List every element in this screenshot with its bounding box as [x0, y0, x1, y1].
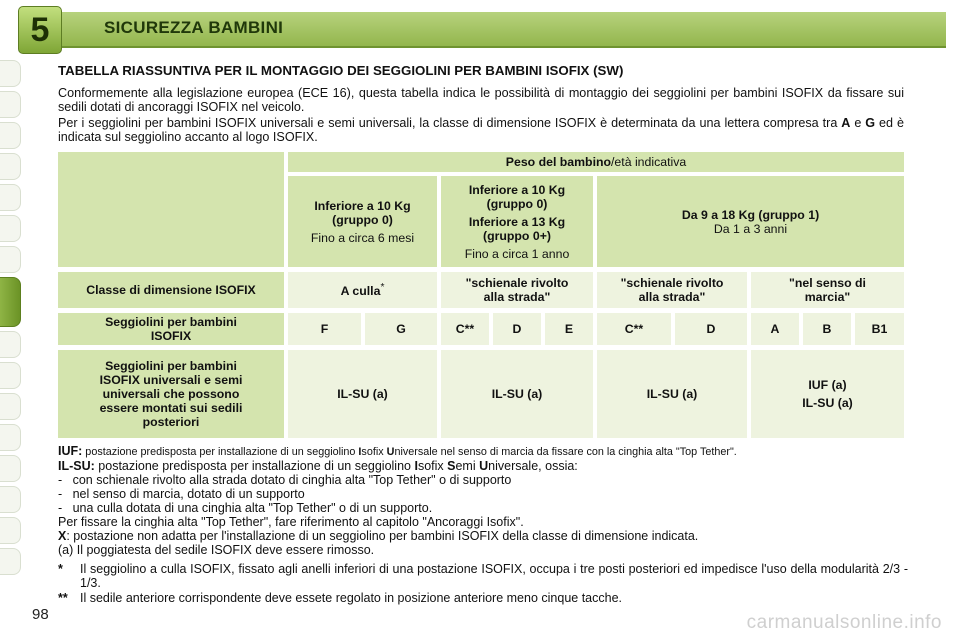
intro-paragraph-size-class: Per i seggiolini per bambini ISOFIX universali e semi universali, la classe di dimensione ISOFIX è determinata da una lettera compresa tra A e G ed è indicata sul seggiolino accanto al logo ISOFIX.	[58, 116, 904, 144]
chapter-number-badge: 5	[18, 6, 62, 54]
page-number: 98	[32, 606, 49, 623]
chapter-tab[interactable]	[0, 215, 21, 242]
chapter-tab[interactable]	[0, 424, 21, 451]
table-cell: F	[288, 313, 361, 345]
chapter-tab[interactable]	[0, 455, 21, 482]
table-cell: G	[365, 313, 437, 345]
chapter-tab[interactable]	[0, 393, 21, 420]
table-cell: D	[493, 313, 541, 345]
table-cell: IL-SU (a)	[597, 350, 747, 438]
table-cell: "schienale rivolto alla strada"	[597, 272, 747, 308]
chapter-tab[interactable]	[0, 184, 21, 211]
chapter-tab[interactable]	[0, 153, 21, 180]
chapter-tab[interactable]	[0, 486, 21, 513]
chapter-tab[interactable]	[0, 548, 21, 575]
list-item: - con schienale rivolto alla strada dotato di cinghia alta "Top Tether" o di supporto	[58, 473, 512, 487]
page-title: TABELLA RIASSUNTIVA PER IL MONTAGGIO DEI SEGGIOLINI PER BAMBINI ISOFIX (SW)	[58, 63, 624, 78]
chapter-tabs	[0, 60, 22, 579]
list-item: - una culla dotata di una cinghia alta "Top Tether" o di un supporto.	[58, 501, 433, 515]
watermark: carmanualsonline.info	[746, 612, 942, 633]
chapter-tab[interactable]	[0, 331, 21, 358]
chapter-tab[interactable]	[0, 362, 21, 389]
table-cell: A	[751, 313, 799, 345]
intro-paragraph: Conformemente alla legislazione europea (ECE 16), questa tabella indica le possibilità di montaggio dei seggiolini per bambini ISOFIX da fissare sui sedili dotati di ancoraggi ISOFIX nel veicolo.	[58, 86, 904, 114]
table-cell: B	[803, 313, 851, 345]
group-header: Da 9 a 18 Kg (gruppo 1) Da 1 a 3 anni	[597, 176, 904, 267]
top-tether-note: Per fissare la cinghia alta "Top Tether", fare riferimento al capitolo "Ancoraggi Isofix".	[58, 515, 524, 529]
row-label: Seggiolini per bambini ISOFIX	[58, 313, 284, 345]
group-header: Inferiore a 10 Kg (gruppo 0) Fino a circa 6 mesi	[288, 176, 437, 267]
list-item: - nel senso di marcia, dotato di un supporto	[58, 487, 305, 501]
ilsu-note: IL-SU: postazione predisposta per installazione di un seggiolino Isofix Semi Universale, ossia:	[58, 459, 578, 473]
table-cell: C**	[597, 313, 671, 345]
table-cell: D	[675, 313, 747, 345]
headrest-note: (a) Il poggiatesta del sedile ISOFIX deve essere rimosso.	[58, 543, 375, 557]
row-label: Classe di dimensione ISOFIX	[58, 272, 284, 308]
isofix-table	[58, 152, 904, 438]
footnote-cradle: * Il seggiolino a culla ISOFIX, fissato agli anelli inferiori di una postazione ISOFIX, occupa i tre posti posteriori ed impedisce l'uso della modularità 2/3 - 1/3.	[58, 562, 908, 590]
table-cell: C**	[441, 313, 489, 345]
legend-notes	[58, 444, 908, 557]
table-cell: E	[545, 313, 593, 345]
footnote-front-seat: ** Il sedile anteriore corrispondente deve essete regolato in posizione anteriore meno cinque tacche.	[58, 591, 622, 605]
table-cell: IUF (a) IL-SU (a)	[751, 350, 904, 438]
chapter-tab[interactable]	[0, 91, 21, 118]
table-cell: "schienale rivolto alla strada"	[441, 272, 593, 308]
group-header: Inferiore a 10 Kg (gruppo 0) Inferiore a 13 Kg (gruppo 0+) Fino a circa 1 anno	[441, 176, 593, 267]
chapter-tab[interactable]	[0, 122, 21, 149]
chapter-tab[interactable]	[0, 517, 21, 544]
section-title: SICUREZZA BAMBINI	[104, 18, 284, 37]
table-cell: IL-SU (a)	[288, 350, 437, 438]
chapter-tab[interactable]	[0, 246, 21, 273]
x-note: X: postazione non adatta per l'installazione di un seggiolino per bambini ISOFIX della classe di dimensione indicata.	[58, 529, 699, 543]
row-label: Seggiolini per bambini ISOFIX universali e semi universali che possono essere montati sui sedili posteriori	[58, 350, 284, 438]
chapter-tab-active[interactable]	[0, 277, 21, 327]
iuf-note: IUF: postazione predisposta per installazione di un seggiolino Isofix Universale nel senso di marcia da fissare con la cinghia alta "Top Tether".	[58, 444, 737, 458]
weight-header: Peso del bambino/età indicativa	[288, 152, 904, 172]
chapter-tab[interactable]	[0, 60, 21, 87]
table-cell: A culla*	[288, 272, 437, 308]
table-cell: B1	[855, 313, 904, 345]
table-cell: "nel senso di marcia"	[751, 272, 904, 308]
table-corner	[58, 152, 284, 267]
table-cell: IL-SU (a)	[441, 350, 593, 438]
